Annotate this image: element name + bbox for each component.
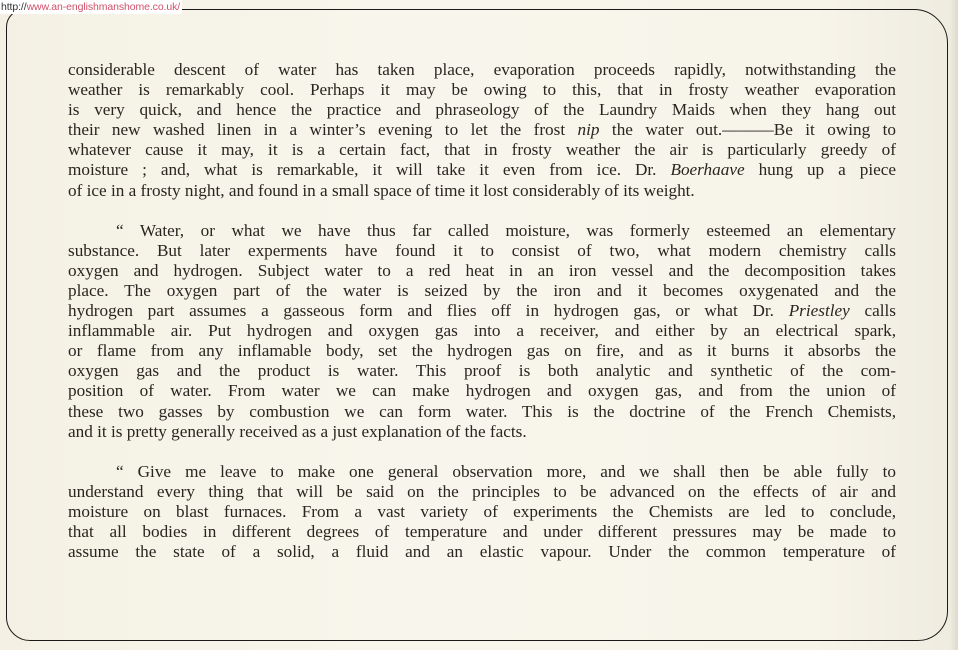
italic-name-priestley: Priestley (788, 301, 850, 321)
text-line: considerable descent of water has taken place, evaporation proceeds rapidly, notwithstanding the (68, 60, 896, 79)
text-line: these two gasses by combustion we can form water. This is the doctrine of the French Chemists, (68, 401, 896, 421)
text-line: inflammable air. Put hydrogen and oxygen gas into a receiver, and either by an electrical spark, (68, 321, 896, 341)
source-watermark (0, 0, 182, 14)
paragraph-evaporation (68, 60, 896, 201)
text-line (68, 301, 896, 321)
text-run: hung up a piece (744, 160, 896, 180)
watermark-host: www.an-englishmanshome.co.uk/ (26, 1, 181, 13)
watermark-protocol: http:// (1, 1, 27, 13)
text-line: place. The oxygen part of the water is seized by the iron and it becomes oxygenated and the (68, 280, 896, 300)
text-line: whatever cause it may, it is a certain fact, that in frosty weather the air is particularly greedy of (68, 140, 896, 160)
text-line: of ice in a frosty night, and found in a small space of time it lost considerably of its weight. (68, 180, 695, 200)
italic-name-boerhaave: Boerhaave (670, 160, 745, 180)
text-run: moisture ; and, what is remarkable, it will take it even from ice. Dr. (68, 160, 671, 180)
text-line: “ Give me leave to make one general observation more, and we shall then be able fully to (116, 461, 896, 481)
text-line: understand every thing that will be said on the principles to be advanced on the effects of air and (68, 481, 896, 501)
text-run: hydrogen part assumes a gasseous form and flies off in hydrogen gas, or what Dr. (68, 301, 789, 321)
text-line: assume the state of a solid, a fluid and an elastic vapour. Under the common temperature of (68, 542, 896, 562)
text-line: moisture on blast furnaces. From a vast variety of experiments the Chemists are led to conclude, (68, 501, 896, 521)
text-line (68, 120, 896, 140)
text-run: calls (849, 301, 896, 321)
text-line: oxygen gas and the product is water. This proof is both analytic and synthetic of the com- (68, 361, 896, 381)
text-line: position of water. From water we can make hydrogen and oxygen gas, and from the union of (68, 381, 896, 401)
paragraph-water-composition (68, 221, 896, 442)
text-line: that all bodies in different degrees of temperature and under different pressures may be made to (68, 521, 896, 541)
text-line: oxygen and hydrogen. Subject water to a red heat in an iron vessel and the decomposition takes (68, 260, 896, 280)
text-line (68, 160, 896, 180)
text-line: weather is remarkably cool. Perhaps it may be owing to this, that in frosty weather evaporation (68, 80, 896, 100)
text-line: is very quick, and hence the practice and phraseology of the Laundry Maids when they hang out (68, 100, 896, 120)
text-run: the water out.———Be it owing to (599, 120, 896, 140)
page-body (68, 60, 896, 562)
text-line: or flame from any inflamable body, set the hydrogen gas on fire, and as it burns it absorbs the (68, 341, 896, 361)
text-line: and it is pretty generally received as a just explanation of the facts. (68, 421, 527, 441)
text-run: their new washed linen in a winter’s evening to let the frost (68, 120, 578, 140)
page-edge-shadow (950, 0, 958, 650)
paragraph-general-observation (68, 462, 896, 562)
italic-term-nip: nip (577, 120, 600, 140)
text-line: “ Water, or what we have thus far called moisture, was formerly esteemed an elementary (116, 220, 896, 240)
text-line: substance. But later experments have found it to consist of two, what modern chemistry calls (68, 240, 896, 260)
